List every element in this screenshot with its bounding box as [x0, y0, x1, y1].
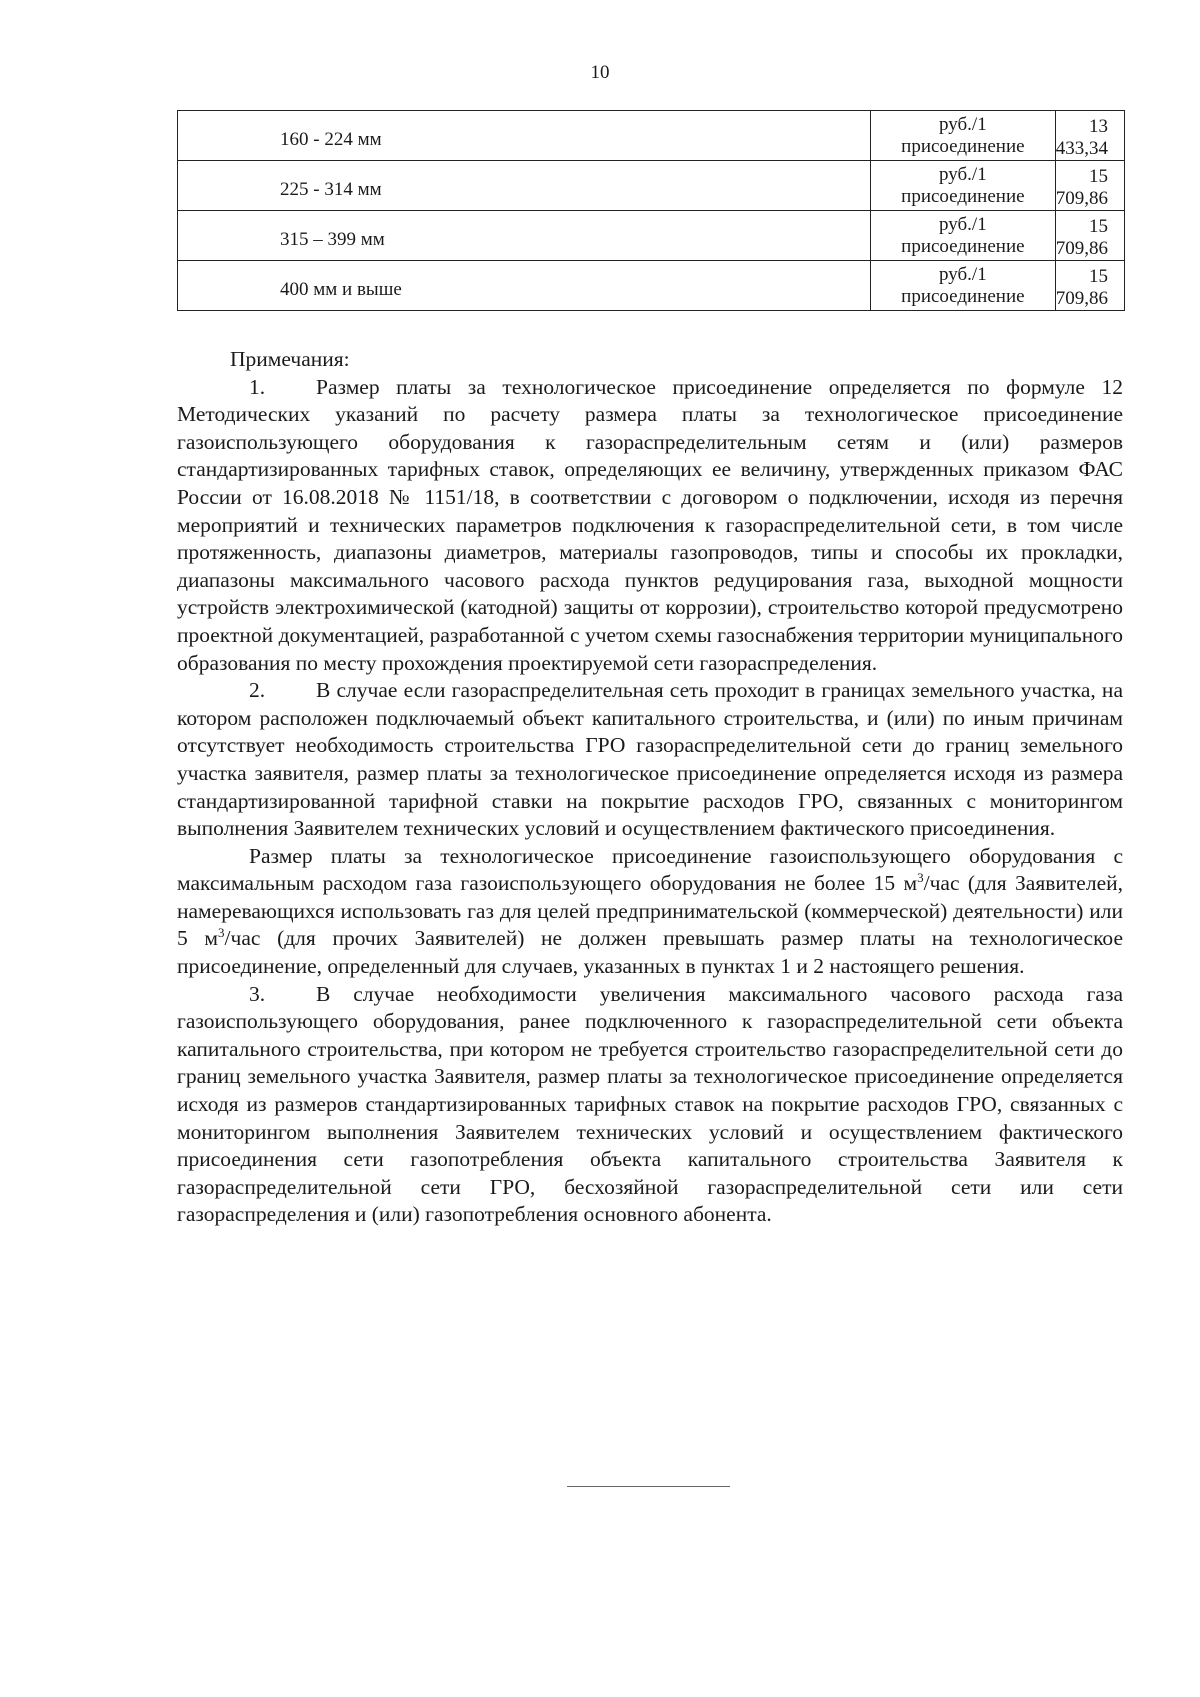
diameter-label: 400 мм и выше — [280, 279, 402, 300]
table-row — [178, 111, 1125, 161]
price-value: 15 709,86 — [1055, 166, 1108, 209]
table-row — [178, 261, 1125, 311]
table-row — [178, 161, 1125, 211]
notes-heading: Примечания: — [230, 347, 350, 371]
note-item-1 — [177, 374, 1123, 678]
price-value: 15 709,86 — [1055, 216, 1108, 259]
unit-cell — [870, 261, 1055, 311]
price-value: 15 709,86 — [1055, 266, 1108, 309]
price-cell — [1055, 211, 1124, 261]
unit-line-2: присоединение — [901, 235, 1025, 257]
unit-line-2: присоединение — [901, 285, 1025, 307]
note-item-3 — [177, 981, 1123, 1229]
unit-cell — [870, 161, 1055, 211]
note-text: В случае если газораспределительная сеть проходит в границах земельного участка, на котором расположен подключаемый объект капитального строительства, и (или) по иным причинам отсутствует необходимость строительства ГРО газораспределительной сети до границ земельного участка заявителя, размер платы за технологическое присоединение определяется исходя из размера стандартизированной тарифной ставки на покрытие расходов ГРО, связанных с мониторингом выполнения Заявителем технических условий и осуществлением фактического присоединения. — [177, 678, 1123, 841]
price-cell — [1055, 161, 1124, 211]
tariff-table — [177, 110, 1125, 311]
price-value: 13 433,34 — [1055, 116, 1108, 159]
unit-line-2: присоединение — [901, 135, 1025, 157]
price-cell — [1055, 261, 1124, 311]
note-item-2 — [177, 677, 1123, 843]
note-number: 3. — [249, 981, 266, 1006]
diameter-label: 225 - 314 мм — [280, 179, 382, 200]
table-row — [178, 211, 1125, 261]
unit-line-1: руб./1 — [939, 163, 987, 185]
page-number: 10 — [590, 62, 610, 83]
note-text: В случае необходимости увеличения максимального часового расхода газа газоиспользующего оборудования, ранее подключенного к газораспределительной сети объекта капитального строительства, при котором не требуется строительство газораспределительной сети до границ земельного участка Заявителя, размер платы за технологическое присоединение определяется исходя из размеров стандартизированных тарифных ставок на покрытие расходов ГРО, связанных с мониторингом выполнения Заявителем технических условий и осуществлением фактического присоединения сети газопотребления объекта капитального строительства Заявителя к газораспределительной сети ГРО, бесхозяйной газораспределительной сети или сети газораспределения и (или) газопотребления основного абонента. — [177, 981, 1123, 1227]
para-text-2: /час (для Заявителей, намеревающихся использовать газ для целей предпринимательской (коммерческой) деятельности) или 5 м — [177, 871, 1123, 951]
end-divider — [567, 1486, 730, 1487]
price-cell — [1055, 111, 1124, 161]
notes-section — [177, 346, 1123, 1229]
diameter-cell — [178, 111, 871, 161]
diameter-label: 160 - 224 мм — [280, 129, 382, 150]
note-number: 1. — [249, 374, 266, 399]
note-number: 2. — [249, 678, 266, 703]
unit-line-2: присоединение — [901, 185, 1025, 207]
diameter-cell — [178, 211, 871, 261]
note-text: Размер платы за технологическое присоединение определяется по формуле 12 Методических указаний по расчету размера платы за технологическое присоединение газоиспользующего оборудования к газораспределительным сетям и (или) размеров стандартизированных тарифных ставок, определяющих ее величину, утвержденных приказом ФАС России от 16.08.2018 № 1151/18, в соответствии с договором о подключении, исходя из перечня мероприятий и технических параметров подключения к газораспределительной сети, в том числе протяженность, диапазоны диаметров, материалы газопроводов, типы и способы их прокладки, диапазоны максимального часового расхода пунктов редуцирования газа, выходной мощности устройств электрохимической (катодной) защиты от коррозии), строительство которой предусмотрено проектной документацией, разработанной с учетом схемы газоснабжения территории муниципального образования по месту прохождения проектируемой сети газораспределения. — [177, 374, 1123, 675]
unit-line-1: руб./1 — [939, 263, 987, 285]
para-text-1: Размер платы за технологическое присоединение газоиспользующего оборудования с максимальным расходом газа газоиспользующего оборудования не более 15 м — [177, 843, 1123, 896]
diameter-cell — [178, 161, 871, 211]
unit-line-1: руб./1 — [939, 113, 987, 135]
superscript-3: 3 — [917, 870, 924, 886]
diameter-label: 315 – 399 мм — [280, 229, 385, 250]
note-paragraph-fee-limit — [177, 843, 1123, 981]
superscript-3: 3 — [218, 925, 225, 941]
para-text-3: /час (для прочих Заявителей) не должен превышать размер платы на технологическое присоединение, определенный для случаев, указанных в пунктах 1 и 2 настоящего решения. — [177, 926, 1123, 979]
unit-line-1: руб./1 — [939, 213, 987, 235]
unit-cell — [870, 111, 1055, 161]
diameter-cell — [178, 261, 871, 311]
unit-cell — [870, 211, 1055, 261]
